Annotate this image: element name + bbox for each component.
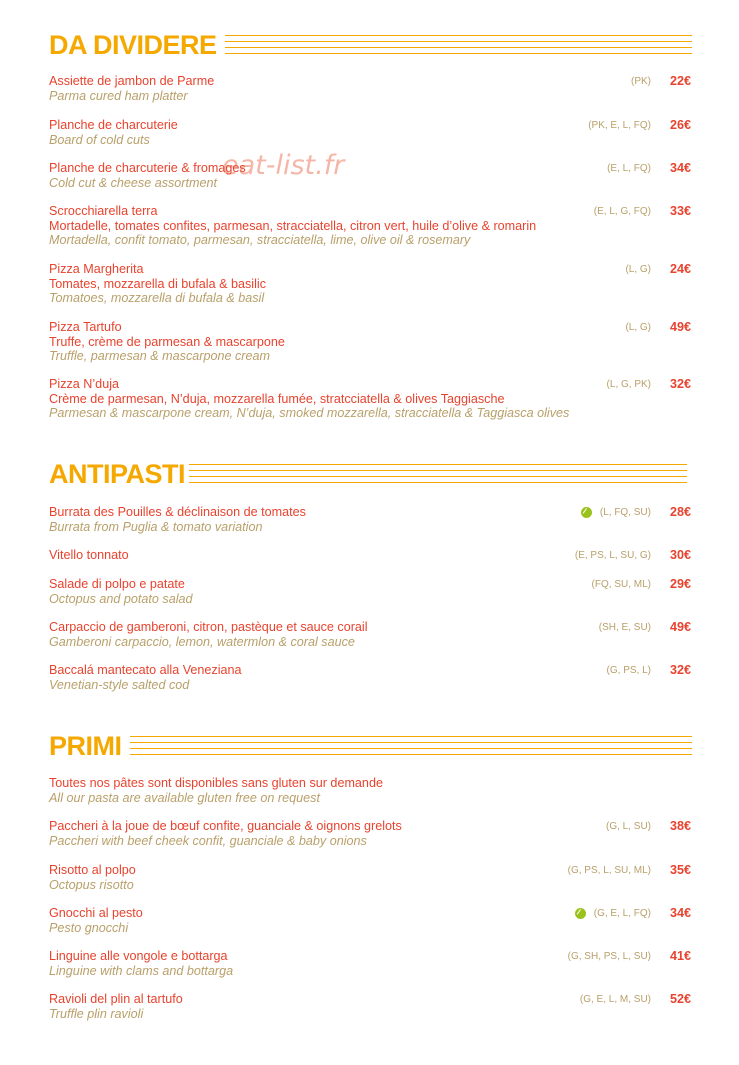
item-price: 38€	[669, 819, 691, 834]
item-translation: Parma cured ham platter	[49, 88, 188, 103]
item-allergens: (G, E, L, FQ)	[593, 907, 651, 919]
item-translation: Octopus risotto	[49, 877, 134, 892]
vegetarian-leaf-icon	[581, 507, 592, 518]
item-translation: Venetian-style salted cod	[49, 677, 190, 692]
item-allergens: (G, E, L, M, SU)	[579, 993, 651, 1005]
section-title: PRIMI	[49, 731, 122, 761]
item-translation: Cold cut & cheese assortment	[49, 175, 217, 190]
item-price: 35€	[669, 863, 691, 878]
section-rule	[225, 35, 692, 55]
section-title: ANTIPASTI	[49, 459, 185, 489]
menu-item	[49, 505, 691, 534]
section-title: DA DIVIDERE	[49, 30, 217, 60]
item-name: Baccalá mantecato alla Veneziana	[49, 663, 242, 677]
item-name: Gnocchi al pesto	[49, 906, 143, 920]
item-translation: Burrata from Puglia & tomato variation	[49, 519, 263, 534]
item-name: Pizza Tartufo	[49, 320, 122, 334]
vegetarian-leaf-icon	[575, 908, 586, 919]
item-description: Mortadelle, tomates confites, parmesan, stracciatella, citron vert, huile d’olive & romarin	[49, 218, 537, 233]
menu-item	[49, 161, 691, 190]
item-translation: Gamberoni carpaccio, lemon, watermlon & coral sauce	[49, 634, 355, 649]
item-price: 24€	[669, 262, 691, 277]
item-allergens: (G, PS, L, SU, ML)	[567, 864, 651, 876]
item-price: 26€	[669, 118, 691, 133]
watermark: eat-list.fr	[222, 150, 345, 181]
item-name: Scrocchiarella terra	[49, 204, 158, 218]
item-price: 34€	[669, 161, 691, 176]
item-translation: Octopus and potato salad	[49, 591, 193, 606]
item-price: 32€	[669, 377, 691, 392]
menu-item	[49, 949, 691, 978]
item-allergens: (E, L, G, FQ)	[593, 205, 651, 217]
item-allergens: (G, L, SU)	[605, 820, 651, 832]
menu-item	[49, 863, 691, 892]
menu-item	[49, 262, 691, 306]
item-allergens: (L, FQ, SU)	[599, 506, 651, 518]
menu-item	[49, 906, 691, 935]
menu-item	[49, 577, 691, 606]
section-rule	[189, 464, 687, 484]
item-allergens: (G, SH, PS, L, SU)	[567, 950, 651, 962]
menu-item	[49, 204, 691, 248]
menu-item	[49, 118, 691, 147]
item-price: 30€	[669, 548, 691, 563]
item-name: Planche de charcuterie & fromages	[49, 161, 246, 175]
item-translation: Truffle plin ravioli	[49, 1006, 144, 1021]
item-price: 49€	[669, 320, 691, 335]
item-price: 32€	[669, 663, 691, 678]
menu-item	[49, 548, 691, 563]
item-price: 28€	[669, 505, 691, 520]
menu-item	[49, 74, 691, 103]
item-translation: Linguine with clams and bottarga	[49, 963, 234, 978]
menu-item	[49, 663, 691, 692]
menu-item	[49, 320, 691, 364]
item-allergens: (SH, E, SU)	[598, 621, 651, 633]
item-allergens: (PK, E, L, FQ)	[588, 119, 651, 131]
item-name: Paccheri à la joue de bœuf confite, guanciale & oignons grelots	[49, 819, 402, 833]
menu-item	[49, 620, 691, 649]
gluten-free-note: Toutes nos pâtes sont disponibles sans gluten sur demande	[49, 776, 383, 790]
item-allergens: (L, G)	[625, 321, 651, 333]
item-translation: Paccheri with beef cheek confit, guanciale & baby onions	[49, 833, 367, 848]
item-allergens: (PK)	[631, 75, 651, 87]
item-price: 49€	[669, 620, 691, 635]
menu-item	[49, 377, 691, 421]
section-rule	[130, 736, 692, 756]
item-name: Ravioli del plin al tartufo	[49, 992, 183, 1006]
item-allergens: (L, G, PK)	[606, 378, 651, 390]
item-name: Risotto al polpo	[49, 863, 136, 877]
item-allergens: (E, L, FQ)	[607, 162, 651, 174]
item-price: 33€	[669, 204, 691, 219]
item-translation: Board of cold cuts	[49, 132, 150, 147]
item-name: Vitello tonnato	[49, 548, 129, 562]
item-allergens: (G, PS, L)	[606, 664, 651, 676]
item-allergens: (L, G)	[625, 263, 651, 275]
item-name: Salade di polpo e patate	[49, 577, 185, 591]
item-translation: Pesto gnocchi	[49, 920, 129, 935]
item-price: 29€	[669, 577, 691, 592]
item-price: 34€	[669, 906, 691, 921]
menu-item	[49, 819, 691, 848]
item-name: Carpaccio de gamberoni, citron, pastèque et sauce corail	[49, 620, 368, 634]
item-translation: Mortadella, confit tomato, parmesan, stracciatella, lime, olive oil & rosemary	[49, 233, 471, 247]
item-description: Crème de parmesan, N’duja, mozzarella fumée, stratcciatella & olives Taggiasche	[49, 391, 505, 406]
item-name: Planche de charcuterie	[49, 118, 178, 132]
item-translation: Truffle, parmesan & mascarpone cream	[49, 349, 270, 363]
item-allergens: (FQ, SU, ML)	[591, 578, 651, 590]
item-name: Assiette de jambon de Parme	[49, 74, 215, 88]
item-name: Linguine alle vongole e bottarga	[49, 949, 228, 963]
item-price: 52€	[669, 992, 691, 1007]
item-description: Truffe, crème de parmesan & mascarpone	[49, 334, 285, 349]
item-price: 22€	[669, 74, 691, 89]
item-description: Tomates, mozzarella di bufala & basilic	[49, 276, 266, 291]
item-translation: Tomatoes, mozzarella di bufala & basil	[49, 291, 265, 305]
menu-item	[49, 992, 691, 1021]
menu-note	[49, 776, 691, 805]
item-price: 41€	[669, 949, 691, 964]
item-name: Pizza Margherita	[49, 262, 144, 276]
item-name: Pizza N’duja	[49, 377, 119, 391]
gluten-free-note-translation: All our pasta are available gluten free on request	[49, 790, 320, 805]
section-header-primi	[49, 730, 692, 762]
item-name: Burrata des Pouilles & déclinaison de tomates	[49, 505, 306, 519]
section-header-da-dividere	[49, 29, 692, 61]
item-translation: Parmesan & mascarpone cream, N’duja, smoked mozzarella, stracciatella & Taggiasca olives	[49, 406, 570, 420]
section-header-antipasti	[49, 458, 687, 490]
item-allergens: (E, PS, L, SU, G)	[574, 549, 651, 561]
